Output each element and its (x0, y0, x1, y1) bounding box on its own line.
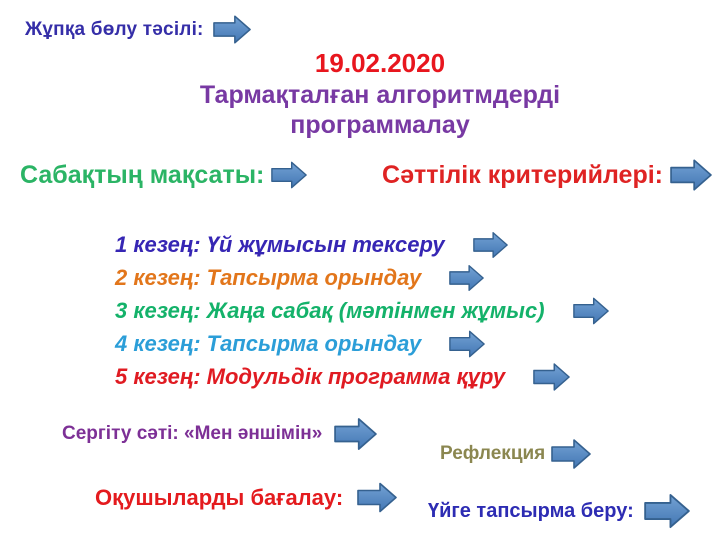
goal-criteria-row (20, 158, 712, 192)
stage-label: 1 кезең: Үй жұмысын тексеру (115, 231, 445, 257)
lesson-goal-label: Сабақтың мақсаты: (20, 160, 265, 189)
lesson-date: 19.02.2020 (314, 48, 446, 78)
success-criteria-group (382, 158, 712, 192)
arrow-right-icon (449, 264, 484, 292)
lesson-title-line2: программалау (290, 111, 470, 139)
stage-item (115, 228, 609, 261)
reflection-label: Рефлекция (440, 443, 546, 464)
homework-label: Үйге тапсырма беру: (428, 499, 634, 522)
stage-label: 2 кезең: Тапсырма орындау (115, 264, 422, 290)
pairing-method-row (25, 14, 251, 45)
arrow-right-icon (449, 329, 485, 359)
arrow-right-icon (670, 158, 712, 192)
energizer-row (62, 416, 377, 452)
arrow-right-icon (213, 14, 251, 45)
lesson-title-line1: Тармақталған алгоритмдерді (199, 81, 561, 109)
arrow-right-icon (473, 231, 508, 259)
arrow-right-icon (357, 480, 397, 515)
success-criteria-label: Сәттілік критерийлері: (382, 160, 663, 189)
stage-item (115, 360, 609, 393)
lesson-goal-group (20, 160, 307, 190)
energizer-label: Сергіту сәті: «Мен әншімін» (62, 423, 323, 444)
reflection-row (440, 438, 591, 470)
pairing-method-label: Жұпқа бөлу тәсілі: (25, 18, 204, 40)
stage-label: 4 кезең: Тапсырма орындау (115, 330, 422, 356)
assessment-row (95, 480, 397, 515)
assessment-label: Оқушыларды бағалау: (95, 484, 344, 510)
arrow-right-icon (551, 438, 591, 470)
arrow-right-icon (533, 362, 570, 392)
arrow-right-icon (334, 416, 377, 452)
lesson-title (40, 80, 720, 140)
stage-label: 5 кезең: Модульдік программа құру (115, 363, 506, 389)
stage-label: 3 кезең: Жаңа сабақ (мәтінмен жұмыс) (115, 297, 545, 323)
stage-item (115, 294, 609, 327)
arrow-right-icon (573, 296, 609, 326)
arrow-right-icon (271, 160, 307, 190)
homework-row (428, 492, 690, 530)
stage-item (115, 327, 609, 360)
arrow-right-icon (644, 492, 690, 530)
stage-item (115, 261, 609, 294)
stage-list (115, 228, 609, 393)
